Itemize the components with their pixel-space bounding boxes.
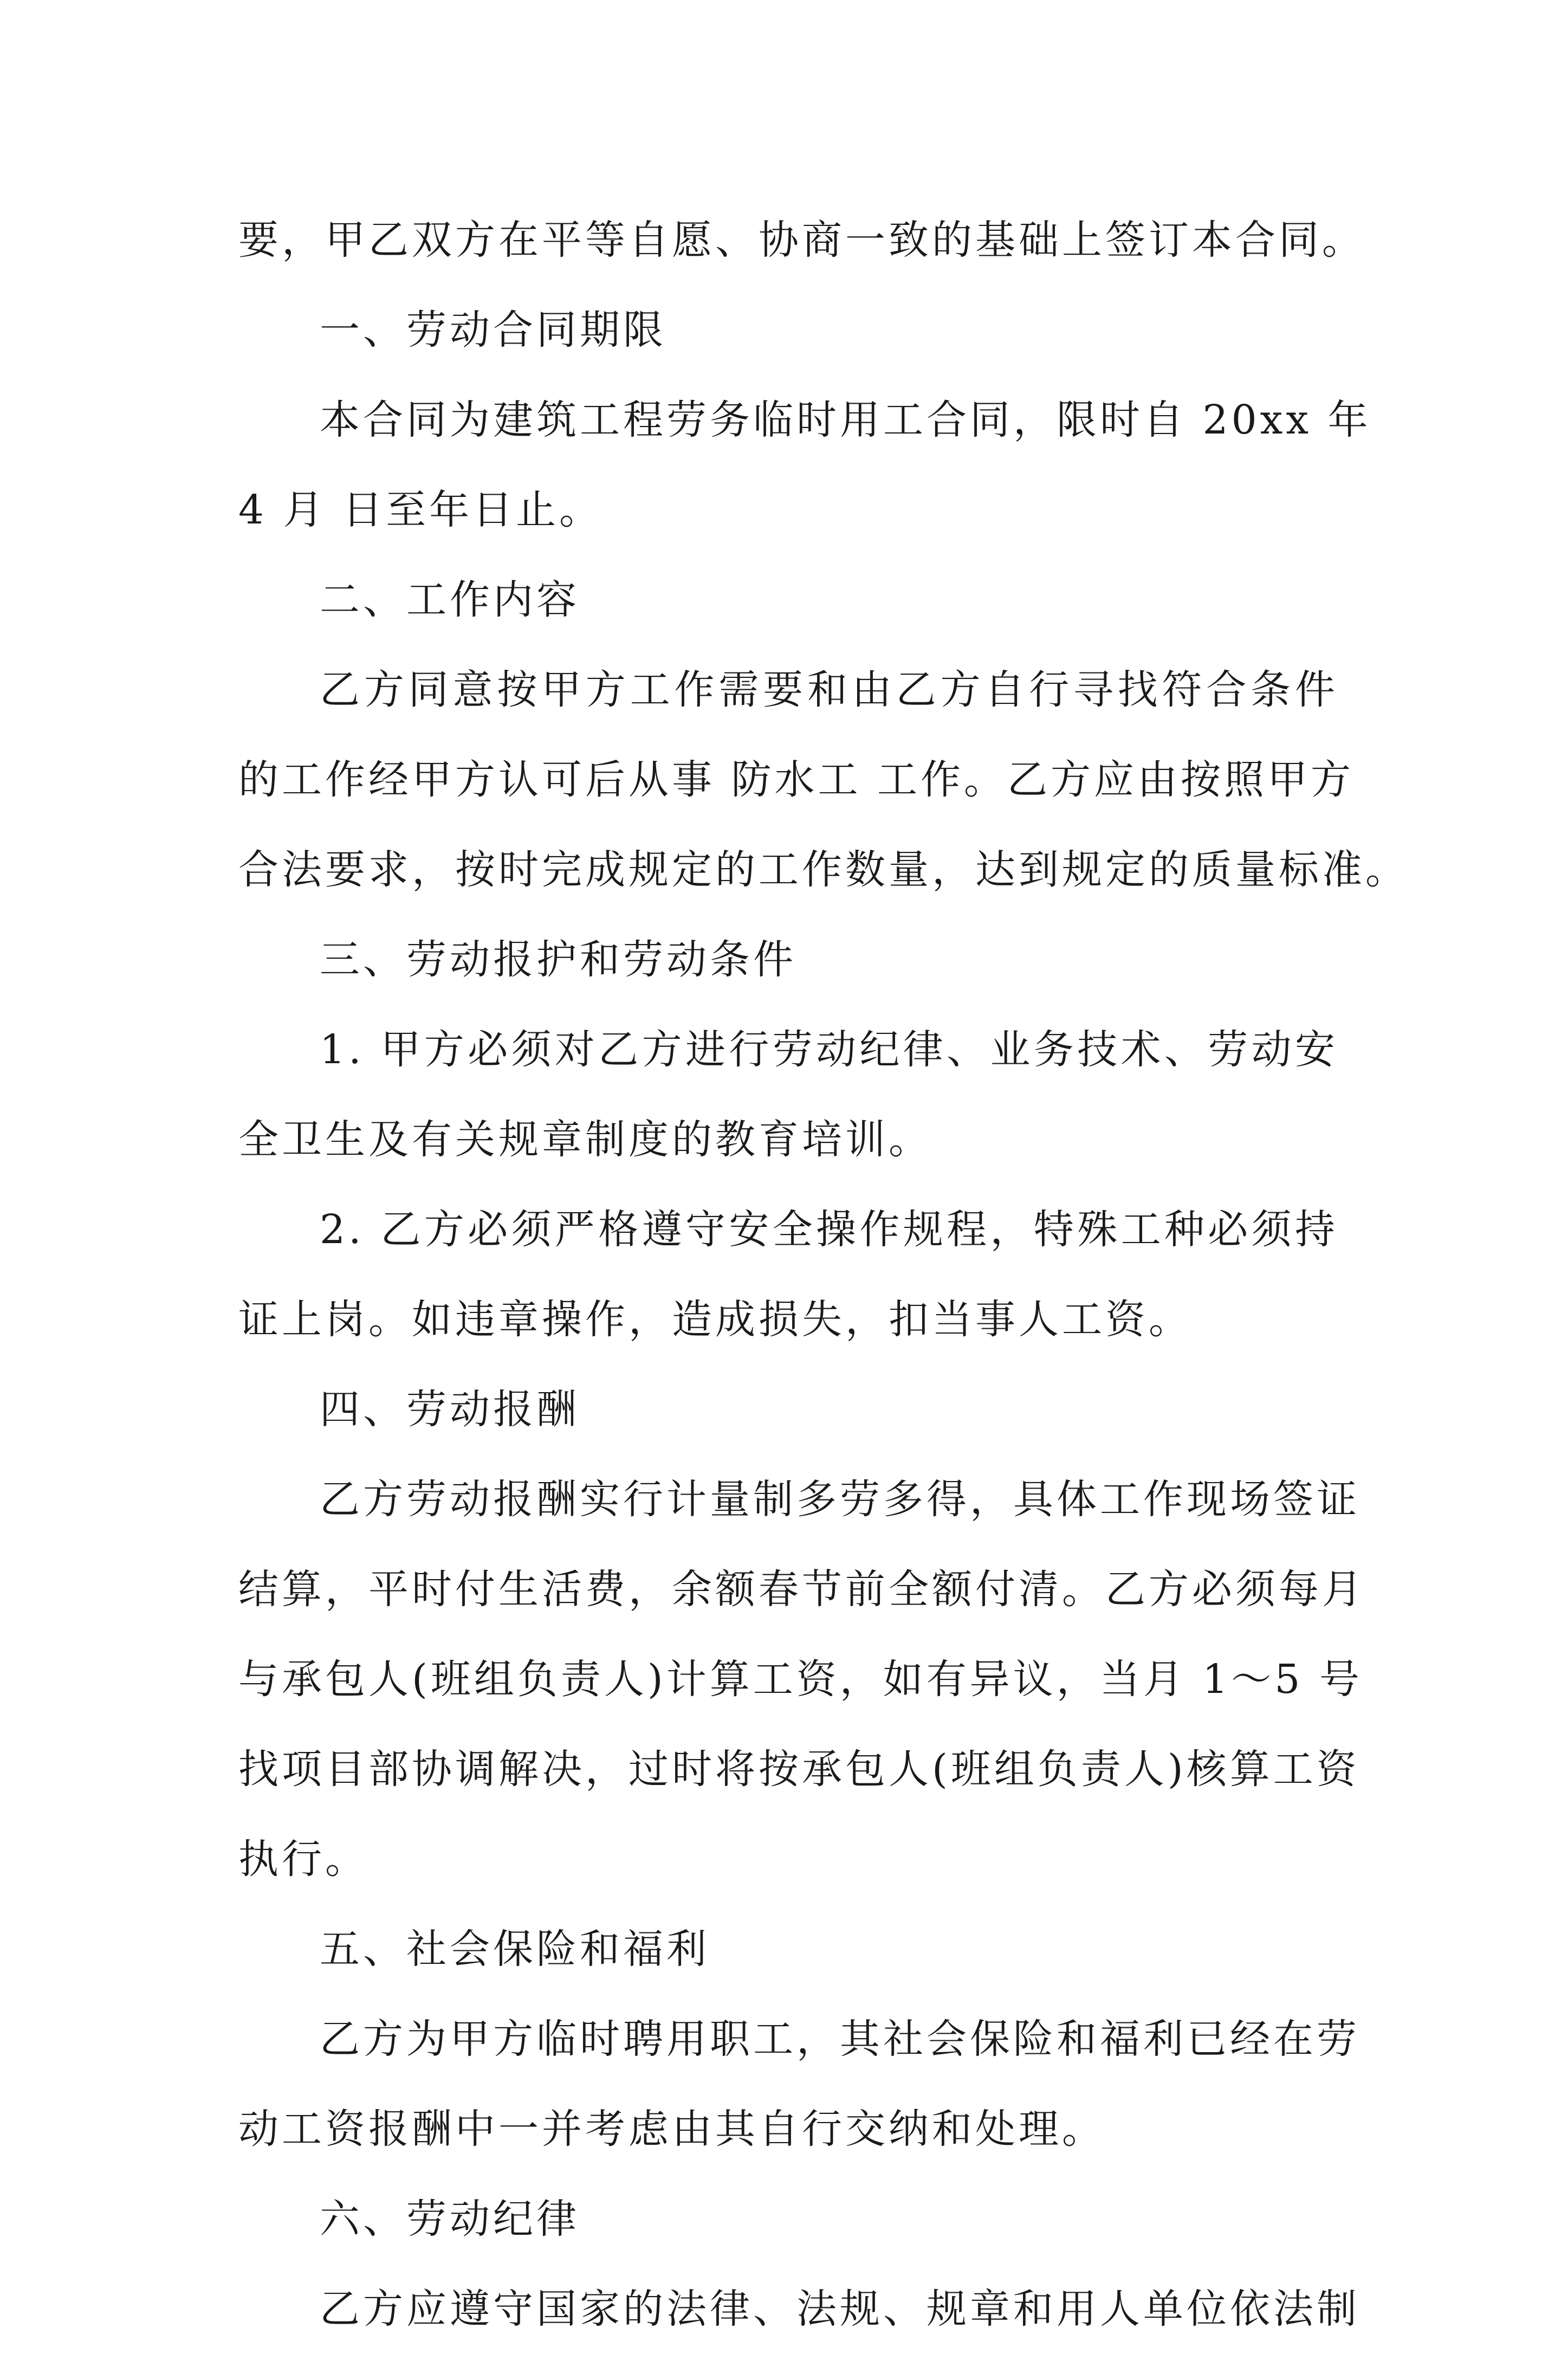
paragraph-line: 要，甲乙双方在平等自愿、协商一致的基础上签订本合同。 — [238, 217, 1365, 263]
paragraph-line: 合法要求，按时完成规定的工作数量，达到规定的质量标准。 — [238, 846, 1409, 893]
section-heading-term: 一、劳动合同期限 — [320, 307, 666, 353]
paragraph-line: 全卫生及有关规章制度的教育培训。 — [238, 1116, 932, 1163]
section-heading-discipline: 六、劳动纪律 — [320, 2196, 580, 2242]
paragraph-line: 执行。 — [238, 1836, 368, 1883]
paragraph-line: 本合同为建筑工程劳务临时用工合同，限时自 20xx 年 — [320, 397, 1371, 443]
paragraph-line: 找项目部协调解决，过时将按承包人(班组负责人)核算工资 — [238, 1746, 1360, 1793]
paragraph-line: 与承包人(班组负责人)计算工资，如有异议，当月 1～5 号 — [238, 1656, 1363, 1703]
paragraph-line: 证上岗。如违章操作，造成损失，扣当事人工资。 — [238, 1296, 1192, 1343]
paragraph-line: 2. 乙方必须严格遵守安全操作规程，特殊工种必须持 — [320, 1206, 1338, 1253]
section-heading-insurance: 五、社会保险和福利 — [320, 1926, 710, 1973]
paragraph-line: 乙方劳动报酬实行计量制多劳多得，具体工作现场签证 — [320, 1476, 1360, 1523]
paragraph-line: 乙方应遵守国家的法律、法规、规章和用人单位依法制 — [320, 2286, 1360, 2332]
section-heading-work: 二、工作内容 — [320, 577, 580, 623]
paragraph-line: 1. 甲方必须对乙方进行劳动纪律、业务技术、劳动安 — [320, 1026, 1338, 1073]
paragraph-line: 4 月 日至年日止。 — [238, 487, 603, 533]
paragraph-line: 动工资报酬中一并考虑由其自行交纳和处理。 — [238, 2106, 1105, 2152]
contract-body — [238, 195, 1409, 2354]
paragraph-line: 的工作经甲方认可后从事 防水工 工作。乙方应由按照甲方 — [238, 756, 1355, 803]
paragraph-line: 结算，平时付生活费，余额春节前全额付清。乙方必须每月 — [238, 1566, 1365, 1613]
paragraph-line: 乙方同意按甲方工作需要和由乙方自行寻找符合条件 — [320, 667, 1338, 713]
section-heading-pay: 四、劳动报酬 — [320, 1386, 580, 1433]
paragraph-line: 乙方为甲方临时聘用职工，其社会保险和福利已经在劳 — [320, 2016, 1360, 2062]
section-heading-protection: 三、劳动报护和劳动条件 — [320, 936, 796, 983]
